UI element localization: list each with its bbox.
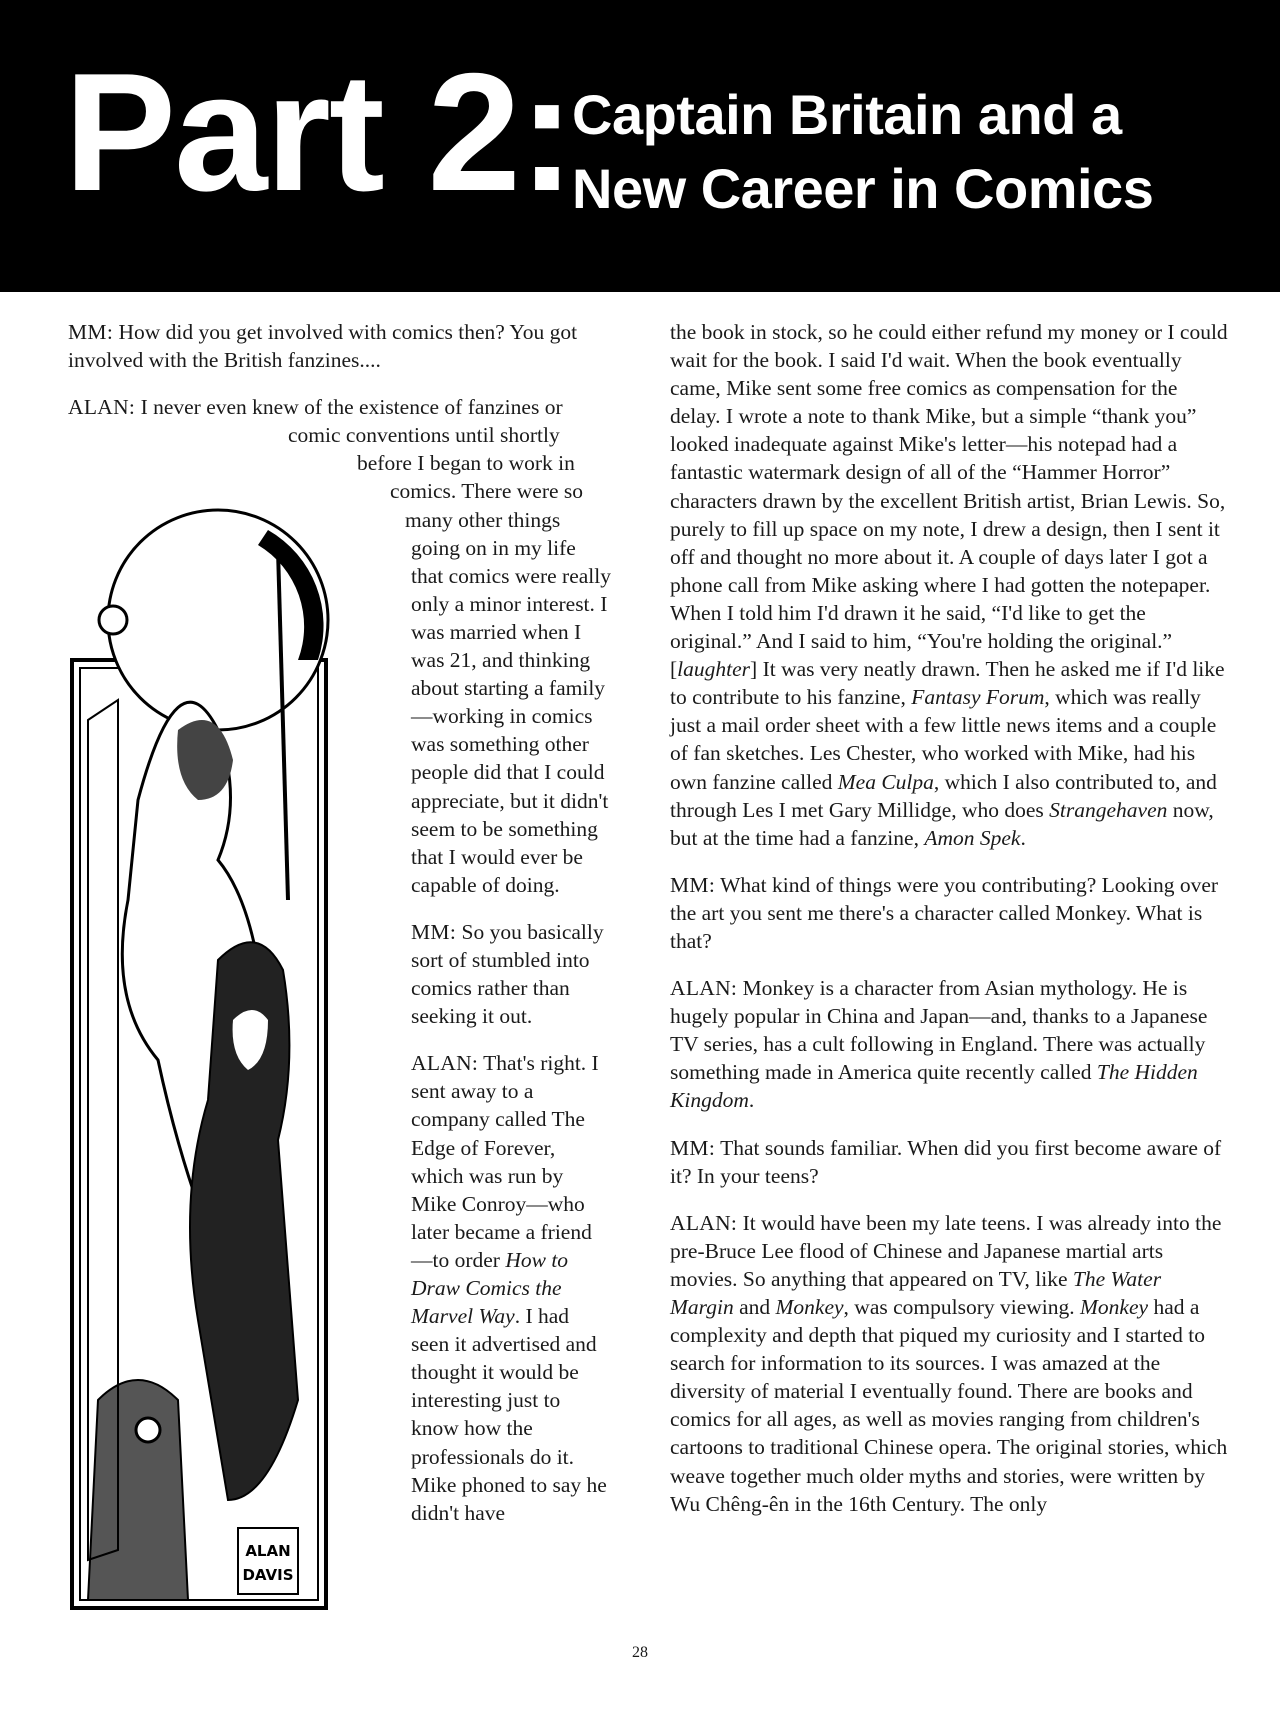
text-run: had a complexity and depth that piqued my curiosity and I started to search for information to its sources. I was amazed at the diversity of material I eventually found. There are books and comics for all ages, as well as movies ranging from children's cartoons to traditional Chinese opera. The original stories, which weave together much older myths and stories, were written by Wu Chêng-ên in the 16th Century. The only <box>670 1295 1228 1516</box>
speaker-label: MM: <box>411 919 457 944</box>
right-column <box>670 318 1230 1537</box>
italic-title: laughter <box>677 657 751 682</box>
paragraph <box>670 1209 1230 1518</box>
page-number: 28 <box>632 1644 648 1661</box>
text-run: That sounds familiar. When did you first become aware of it? In your teens? <box>670 1135 1222 1188</box>
speaker-label: ALAN: <box>68 395 136 420</box>
text-run: What kind of things were you contributing? Looking over the art you sent me there's a character called Monkey. What is that? <box>670 872 1219 953</box>
italic-title: The Water Margin <box>670 1266 1162 1319</box>
text-run: ] It was very neatly drawn. Then he asked me if I'd like to contribute to his fanzine, <box>670 657 1225 710</box>
illustration <box>68 500 330 1612</box>
italic-title: Monkey <box>775 1295 844 1319</box>
paragraph <box>670 974 1230 1114</box>
text-run: That's right. I sent away to a company called The Edge of Forever, which was run by Mike Conroy—who later became a friend—to order <box>411 1051 599 1272</box>
text-run: I never even knew of the existence of fanzines or comic conventions until shortly before I began to work in comics. There were so many other things going on in my life that comics were really only a minor interest. I was married when I was 21, and thinking about starting a family—working in comics was something other people did that I could appreciate, but it didn't seem to be something that I would ever be capable of doing. <box>135 395 611 897</box>
italic-title: Amon Spek <box>924 825 1021 850</box>
text-run: , was compulsory viewing. <box>843 1295 1081 1319</box>
text-run: , which I also contributed to, and through Les I met Gary Millidge, who does <box>670 769 1217 822</box>
text-run: Monkey is a character from Asian mythology. He is hugely popular in China and Japan—and, thanks to a Japanese TV series, has a cult following in England. There was actually something made in America quite recently called <box>670 976 1208 1085</box>
text-run: . <box>748 1088 755 1113</box>
text-run: , which was really just a mail order sheet with a few little news items and a couple of fan sketches. Les Chester, who worked with Mike, had his own fanzine called <box>670 685 1217 794</box>
text-run: now, but at the time had a fanzine, <box>670 797 1214 850</box>
text-run: and <box>733 1295 776 1319</box>
paragraph <box>670 871 1230 955</box>
speaker-label: MM: <box>670 1135 716 1160</box>
italic-title: Monkey <box>1080 1295 1149 1319</box>
speaker-label: MM: <box>68 320 114 344</box>
svg-text:ALAN: ALAN <box>245 1542 291 1560</box>
text-run: It would have been my late teens. I was already into the pre-Bruce Lee flood of Chinese and Japanese martial arts movies. So anything that appeared on TV, like <box>670 1210 1222 1291</box>
speaker-label: ALAN: <box>670 1210 738 1235</box>
paragraph <box>670 1134 1230 1190</box>
text-run: So you basically sort of stumbled into comics rather than seeking it out. <box>411 919 604 1029</box>
italic-title: Strangehaven <box>1049 797 1168 822</box>
paragraph <box>68 318 612 374</box>
text-run: . <box>1020 825 1026 850</box>
svg-text:DAVIS: DAVIS <box>242 1566 294 1584</box>
speaker-label: ALAN: <box>411 1051 479 1076</box>
part-number: Part 2: <box>64 38 573 226</box>
chapter-title-line: New Career in Comics <box>572 157 1154 220</box>
speaker-label: MM: <box>670 872 716 897</box>
italic-title: The Hidden Kingdom <box>670 1060 1198 1113</box>
text-run: the book in stock, so he could either refund my money or I could wait for the book. I said I'd wait. When the book eventually came, Mike sent some free comics as compensation for the delay. I wrote a note to thank Mike, but a simple “thank you” looked inadequate against Mike's letter—his notepad had a fantastic watermark design of all of the “Hammer Horror” characters drawn by the excellent British artist, Brian Lewis. So, purely to fill up space on my note, I drew a design, then I sent it off and thought no more about it. A couple of days later I got a phone call from Mike asking where I had gotten the notepaper. When I told him I'd drawn it he said, “I'd like to get the original.” And I said to him, “You're holding the original.” [ <box>670 320 1228 682</box>
fantasy-characters-illustration <box>68 500 330 1612</box>
chapter-title-line: Captain Britain and a <box>572 83 1122 146</box>
speaker-label: ALAN: <box>670 976 738 1001</box>
italic-title: Fantasy Forum <box>911 685 1045 710</box>
text-run: How did you get involved with comics then? You got involved with the British fanzines.... <box>68 320 578 373</box>
chapter-header <box>0 0 1280 292</box>
chapter-title <box>572 78 1153 226</box>
paragraph <box>670 318 1230 852</box>
italic-title: How to Draw Comics the Marvel Way <box>411 1247 569 1329</box>
text-run: . I had seen it advertised and thought it would be interesting just to know how the professionals do it. Mike phoned to say he didn't have <box>411 1304 607 1525</box>
italic-title: Mea Culpa <box>837 769 934 794</box>
